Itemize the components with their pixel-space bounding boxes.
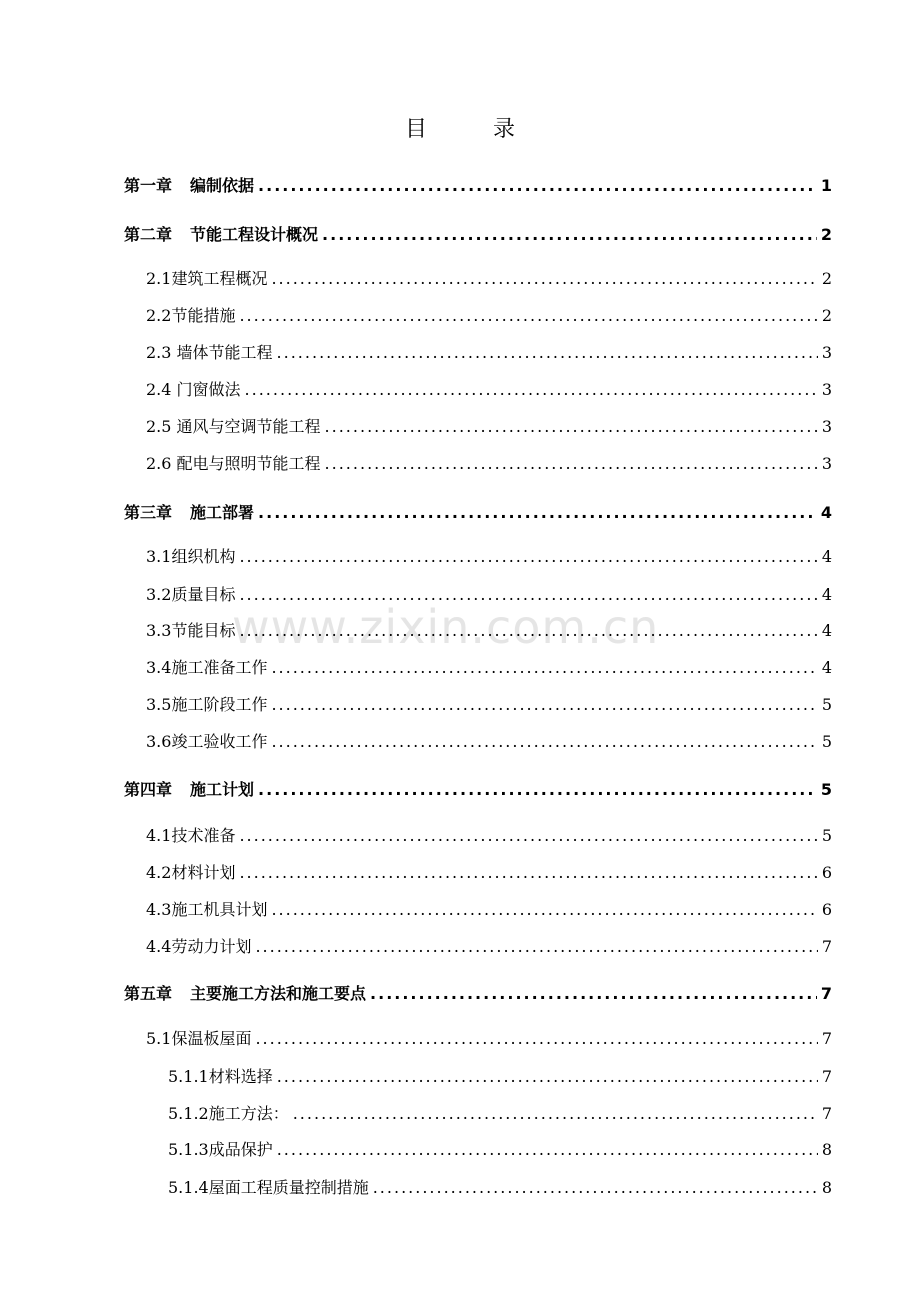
toc-entry-text: 2.6 配电与照明节能工程 (146, 454, 321, 473)
dot-leader (258, 176, 817, 196)
page-number: 8 (821, 1140, 832, 1159)
dot-leader (277, 1067, 818, 1087)
toc-entry-label (124, 225, 318, 245)
page-number: 2 (821, 306, 832, 325)
dot-leader (239, 547, 817, 567)
dot-leader (245, 380, 818, 400)
dot-leader (271, 695, 817, 715)
toc-entry-label (146, 380, 241, 400)
toc-section-entry[interactable] (146, 585, 832, 605)
toc-entry-text: 4.1技术准备 (146, 826, 236, 845)
page-number: 4 (821, 547, 832, 566)
page-number: 8 (821, 1178, 832, 1197)
toc-entry-text: 4.3施工机具计划 (146, 900, 268, 919)
dot-leader (258, 780, 817, 800)
toc-section-entry[interactable] (146, 269, 832, 289)
toc-section-entry[interactable] (146, 343, 832, 363)
toc-entry-text: 3.1组织机构 (146, 547, 236, 566)
page-number: 5 (820, 780, 832, 799)
toc-section-entry[interactable] (146, 1029, 832, 1049)
toc-entry-text: 4.2材料计划 (146, 863, 236, 882)
page-number: 7 (821, 937, 832, 956)
page-number: 7 (820, 984, 832, 1003)
toc-section-entry[interactable] (146, 826, 832, 846)
dot-leader (255, 937, 817, 957)
chapter-number: 第三章 (124, 503, 173, 522)
toc-entry-label (146, 547, 235, 567)
toc-entry-text: 2.5 通风与空调节能工程 (146, 417, 321, 436)
toc-entry-text: 5.1.4屋面工程质量控制措施 (168, 1178, 369, 1197)
dot-leader (370, 984, 817, 1004)
page-number: 5 (821, 826, 832, 845)
dot-leader (271, 732, 817, 752)
dot-leader (325, 454, 818, 474)
watermark: www.zixin.com.cn (232, 600, 660, 654)
toc-entry-label (146, 937, 251, 957)
toc-entry-text: 3.4施工准备工作 (146, 658, 268, 677)
page-number: 7 (821, 1029, 832, 1048)
toc-entry-text: 施工部署 (190, 503, 255, 522)
page-number: 1 (820, 176, 832, 195)
toc-entry-label (146, 863, 235, 883)
toc-entry-text: 5.1.3成品保护 (168, 1140, 273, 1159)
toc-entry-text: 施工计划 (190, 780, 255, 799)
toc-section-entry[interactable] (146, 454, 832, 474)
toc-entry-text: 4.4劳动力计划 (146, 937, 252, 956)
toc-chapter-entry[interactable] (124, 984, 832, 1004)
toc-entry-label (146, 658, 267, 678)
toc-entry-label (146, 306, 235, 326)
toc-entry-label (124, 780, 254, 800)
toc-entry-text: 主要施工方法和施工要点 (190, 984, 367, 1003)
toc-entry-label (146, 621, 235, 641)
page-title: 目 录 (404, 117, 537, 142)
toc-entry-label (146, 695, 267, 715)
page-number: 2 (821, 269, 832, 288)
toc-section-entry[interactable] (168, 1104, 832, 1124)
dot-leader (255, 1029, 817, 1049)
toc-section-entry[interactable] (146, 658, 832, 678)
toc-entry-text: 2.1建筑工程概况 (146, 269, 268, 288)
page-number: 4 (821, 585, 832, 604)
toc-entry-label (146, 732, 267, 752)
toc-entry-text: 2.3 墙体节能工程 (146, 343, 273, 362)
dot-leader (239, 863, 817, 883)
dot-leader (325, 417, 818, 437)
toc-entry-label (168, 1067, 273, 1087)
toc-entry-text: 5.1.1材料选择 (168, 1067, 273, 1086)
toc-entry-label (146, 454, 321, 474)
page-number: 5 (821, 695, 832, 714)
page-number: 5 (821, 732, 832, 751)
chapter-number: 第四章 (124, 780, 173, 799)
toc-section-entry[interactable] (146, 306, 832, 326)
dot-leader (258, 503, 817, 523)
toc-section-entry[interactable] (168, 1178, 832, 1198)
dot-leader (239, 585, 817, 605)
page-number: 7 (821, 1067, 832, 1086)
toc-chapter-entry[interactable] (124, 503, 832, 523)
toc-entry-label (168, 1104, 289, 1124)
dot-leader (271, 900, 817, 920)
toc-chapter-entry[interactable] (124, 225, 832, 245)
toc-entry-label (146, 343, 273, 363)
dot-leader (239, 621, 817, 641)
toc-entry-text: 2.2节能措施 (146, 306, 236, 325)
page-number: 7 (821, 1104, 832, 1123)
toc-section-entry[interactable] (146, 863, 832, 883)
toc-entry-label (146, 269, 267, 289)
dot-leader (322, 225, 817, 245)
toc-chapter-entry[interactable] (124, 176, 832, 196)
toc-entry-label (168, 1178, 369, 1198)
dot-leader (373, 1178, 818, 1198)
toc-entry-text: 节能工程设计概况 (190, 225, 319, 244)
toc-entry-label (168, 1140, 273, 1160)
toc-entry-label (146, 417, 321, 437)
toc-entry-text: 5.1.2施工方法： (168, 1104, 289, 1123)
chapter-number: 第二章 (124, 225, 173, 244)
dot-leader (239, 306, 817, 326)
toc-section-entry[interactable] (146, 732, 832, 752)
page-number: 6 (821, 900, 832, 919)
toc-entry-label (146, 585, 235, 605)
toc-entry-text: 5.1保温板屋面 (146, 1029, 252, 1048)
dot-leader (271, 269, 817, 289)
page-number: 3 (821, 417, 832, 436)
toc-entry-text: 编制依据 (190, 176, 255, 195)
toc-entry-text: 3.5施工阶段工作 (146, 695, 268, 714)
page-number: 4 (821, 621, 832, 640)
page-number: 4 (820, 503, 832, 522)
toc-section-entry[interactable] (168, 1067, 832, 1087)
page-number: 3 (821, 454, 832, 473)
toc-entry-text: 3.6竣工验收工作 (146, 732, 268, 751)
toc-entry-label (124, 984, 366, 1004)
dot-leader (239, 826, 817, 846)
dot-leader (277, 343, 818, 363)
toc-section-entry[interactable] (168, 1140, 832, 1160)
toc-entry-label (124, 503, 254, 523)
page-number: 4 (821, 658, 832, 677)
dot-leader (293, 1104, 818, 1124)
chapter-number: 第一章 (124, 176, 173, 195)
toc-entry-text: 3.2质量目标 (146, 585, 236, 604)
toc-section-entry[interactable] (146, 900, 832, 920)
dot-leader (271, 658, 817, 678)
toc-entry-label (146, 1029, 251, 1049)
toc-section-entry[interactable] (146, 547, 832, 567)
page-number: 3 (821, 343, 832, 362)
toc-section-entry[interactable] (146, 417, 832, 437)
toc-section-entry[interactable] (146, 380, 832, 400)
page-number: 6 (821, 863, 832, 882)
toc-entry-label (124, 176, 254, 196)
toc-section-entry[interactable] (146, 621, 832, 641)
page-number: 3 (821, 380, 832, 399)
toc-entry-text: 2.4 门窗做法 (146, 380, 241, 399)
chapter-number: 第五章 (124, 984, 173, 1003)
toc-entry-text: 3.3节能目标 (146, 621, 236, 640)
page-number: 2 (820, 225, 832, 244)
toc-section-entry[interactable] (146, 695, 832, 715)
dot-leader (277, 1140, 818, 1160)
toc-entry-label (146, 900, 267, 920)
toc-entry-label (146, 826, 235, 846)
toc-chapter-entry[interactable] (124, 780, 832, 800)
toc-section-entry[interactable] (146, 937, 832, 957)
